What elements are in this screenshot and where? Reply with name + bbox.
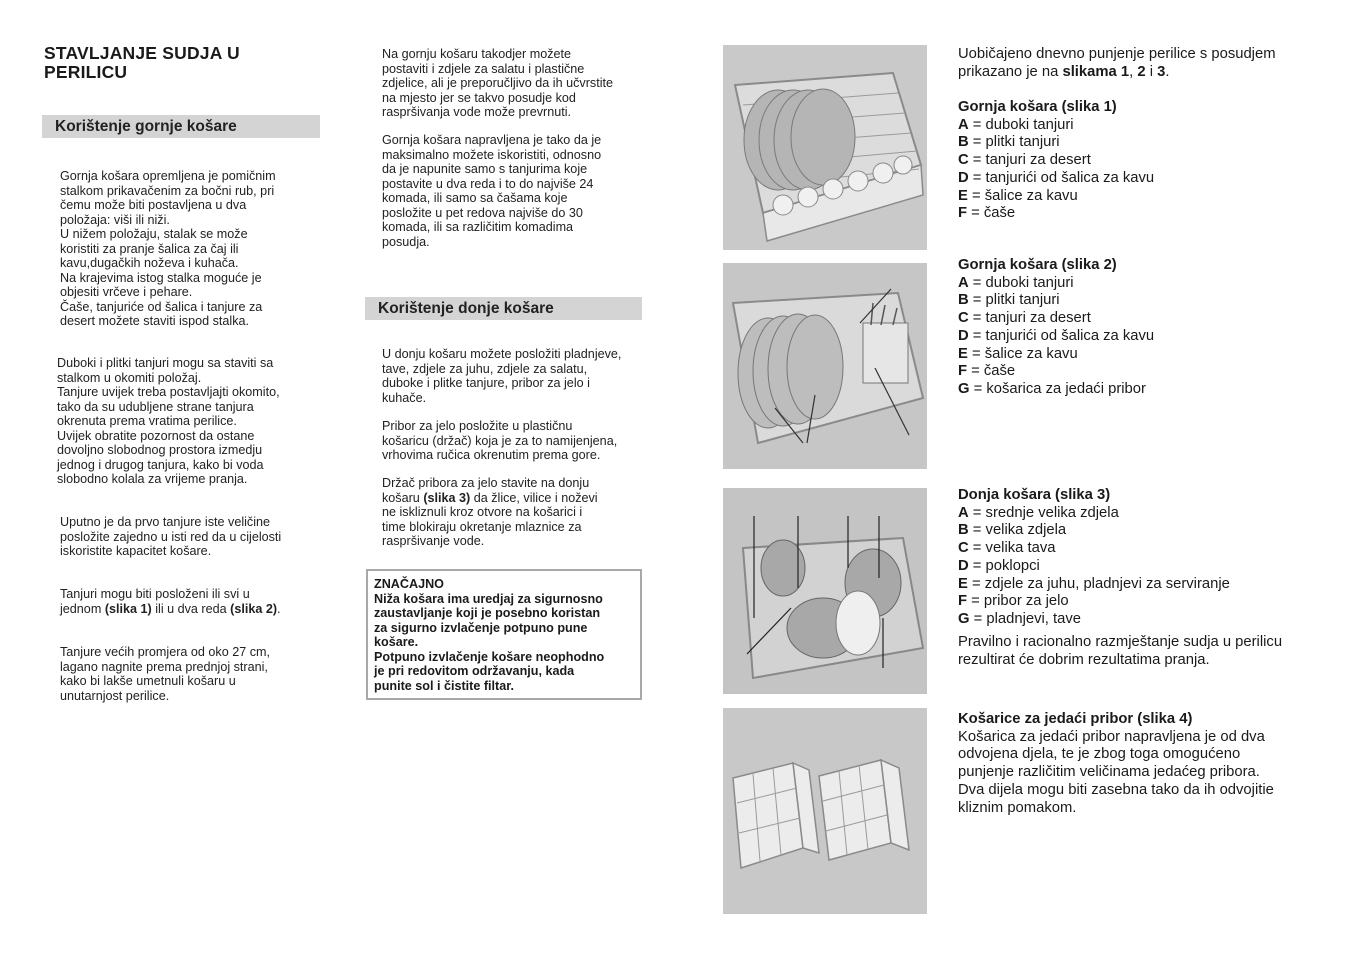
- legend-row: [958, 505, 1322, 523]
- legend-key: F: [958, 593, 968, 610]
- legend-value: = duboki tanjuri: [968, 116, 1074, 133]
- text-line: Na krajevima istog stalka moguće je: [60, 270, 262, 285]
- legend-heading: Donja košara (slika 3): [958, 487, 1111, 503]
- legend-value: = šalice za kavu: [967, 187, 1078, 204]
- legend-row: [958, 576, 1322, 594]
- legend-row: [958, 117, 1322, 135]
- text-line: Gornja košara napravljena je tako da je: [382, 133, 602, 147]
- legend-key: G: [958, 610, 970, 627]
- text-line: Potpuno izvlačenje košare neophodno: [374, 649, 605, 664]
- upper-basket-photo-icon: [723, 45, 927, 250]
- legend-key: D: [958, 169, 969, 186]
- text-line: dovoljno slobodnog prostora izmedju: [57, 443, 263, 457]
- text-fragment: košaru: [382, 490, 424, 505]
- text-fragment: .: [1165, 63, 1170, 80]
- legend-value: = čaše: [967, 363, 1016, 380]
- legend-value: = plitki tanjuri: [968, 292, 1060, 309]
- figure-reference: 3: [1157, 63, 1166, 80]
- text-line: stalkom u okomiti položaj.: [57, 370, 202, 385]
- legend-key: D: [958, 327, 969, 344]
- legend-row: [958, 328, 1322, 346]
- figure-reference: slikama 1: [1062, 63, 1130, 80]
- lower-basket-illustration: [723, 488, 927, 694]
- paragraph-lower-basket-items: [382, 347, 640, 405]
- text-fragment: prikazano je na: [958, 63, 1063, 80]
- section-band-upper-basket: Korištenje gornje košare: [42, 115, 320, 138]
- legend-value: = zdjele za juhu, pladnjevi za serviranje: [967, 575, 1230, 592]
- text-line: [60, 602, 318, 617]
- text-line: kako bi lakše umetnuli košaru u: [60, 674, 236, 688]
- text-line: unutarnjost perilice.: [60, 688, 170, 703]
- text-line: [382, 491, 640, 506]
- text-line: zaustavljanje koji je posebno koristan: [374, 606, 601, 620]
- legend-heading: Gornja košara (slika 2): [958, 257, 1117, 273]
- text-line: zdjelice, ali je preporučljivo da ih učvrstite: [382, 76, 613, 90]
- legend-key: F: [958, 363, 968, 380]
- important-notice-box: [366, 569, 642, 700]
- text-line: raspršivanje vode.: [382, 534, 485, 548]
- text-line: kliznim pomakom.: [958, 799, 1077, 816]
- text-line: Niža košara ima uredjaj za sigurnosno: [374, 591, 603, 606]
- text-fragment: .: [277, 601, 281, 616]
- text-line: Duboki i plitki tanjuri mogu sa staviti sa: [57, 356, 274, 370]
- text-line: okrenuta prema vratima perilice.: [57, 414, 237, 428]
- legend-value: = srednje velika zdjela: [968, 504, 1119, 521]
- legend-row: [958, 152, 1322, 170]
- text-line: vrhovima ručica okrenutim prema gore.: [382, 448, 601, 462]
- text-line: objesiti vrčeve i pehare.: [60, 285, 193, 299]
- page-title-line: PERILICU: [44, 62, 128, 82]
- legend-value: = pribor za jelo: [967, 593, 1069, 610]
- legend-row: [958, 611, 1322, 629]
- legend-value: = tanjurići od šalica za kavu: [968, 327, 1155, 344]
- legend-row: [958, 205, 1322, 223]
- paragraph-cutlery-holder: [382, 419, 640, 463]
- text-line: Dva dijela mogu biti zasebna tako da ih odvojitie: [958, 781, 1274, 798]
- text-line: ne iskliznuli kroz otvore na košarici i: [382, 505, 583, 519]
- text-line: [958, 64, 1322, 82]
- cutlery-baskets-illustration: [723, 708, 927, 914]
- legend-value: = tanjurići od šalica za kavu: [968, 169, 1155, 186]
- text-line: košaricu (držač) koja je za to namijenjena,: [382, 433, 618, 448]
- legend-heading: Gornja košara (slika 1): [958, 99, 1117, 115]
- text-line: iskoristite kapacitet košare.: [60, 544, 212, 558]
- legend-key: E: [958, 575, 968, 592]
- text-line: da je napunite samo s tanjurima koje: [382, 162, 588, 176]
- text-fragment: jednom: [60, 601, 105, 616]
- legend-key: C: [958, 310, 969, 327]
- text-line: maksimalno možete iskoristiti, odnosno: [382, 147, 602, 162]
- text-line: kavu,dugačkih noževa i kuhača.: [60, 256, 239, 270]
- text-line: Uputno je da prvo tanjure iste veličine: [60, 515, 271, 529]
- legend-row: [958, 363, 1322, 381]
- text-line: Pravilno i racionalno razmještanje sudja u perilicu: [958, 634, 1283, 650]
- legend-figure-2: [958, 257, 1322, 399]
- paragraph-large-plates: [60, 645, 318, 703]
- text-line: za sigurno izvlačenje potpuno pune: [374, 620, 588, 635]
- legend-row: [958, 275, 1322, 293]
- text-line: Uobičajeno dnevno punjenje perilice s posudjem: [958, 46, 1276, 62]
- lower-basket-photo-icon: [723, 488, 927, 694]
- text-line: U donju košaru možete posložiti pladnjeve,: [382, 347, 622, 361]
- text-line: punjenje različitim veličinama jedaćeg pribora.: [958, 764, 1260, 781]
- text-line: Pribor za jelo posložite u plastičnu: [382, 419, 573, 433]
- legend-row: [958, 170, 1322, 188]
- text-line: stalkom prikavačenim za bočni rub, pri: [60, 183, 275, 198]
- paragraph-salad-bowls: [382, 47, 640, 120]
- legend-value: = poklopci: [968, 557, 1040, 574]
- upper-basket-with-cutlery-photo-icon: [723, 263, 927, 469]
- legend-value: = velika tava: [968, 540, 1056, 557]
- text-line: slobodno kolala za vrijeme pranja.: [57, 472, 248, 486]
- legend-figure-1: [958, 99, 1322, 223]
- text-line: jednog i drugog tanjura, kako bi voda: [57, 457, 264, 472]
- legend-key: F: [958, 205, 968, 222]
- text-line: Tanjure uvijek treba postavljajti okomito,: [57, 385, 280, 399]
- text-line: raspršivanja vode može prevrnuti.: [382, 105, 571, 119]
- text-line: lagano nagnite prema prednjoj strani,: [60, 659, 268, 674]
- figure-reference: (slika 1): [104, 601, 152, 616]
- legend-key: G: [958, 380, 970, 397]
- legend-row: [958, 134, 1322, 152]
- text-line: košare.: [374, 635, 419, 649]
- page-title-line: STAVLJANJE SUDJA U: [44, 43, 240, 63]
- text-line: posložite u pet redova najviše do 30: [382, 205, 583, 220]
- text-line: je pri redovitom održavanju, kada: [374, 664, 575, 678]
- figure-reference: 2: [1137, 63, 1146, 80]
- legend-value: = košarica za jedaći pribor: [969, 380, 1146, 397]
- upper-basket-illustration: [723, 45, 927, 250]
- text-line: Na gornju košaru takodjer možete: [382, 47, 572, 61]
- legend-figure-4: [958, 711, 1322, 817]
- text-line: Košarica za jedaći pribor napravljena je od dva: [958, 728, 1265, 745]
- legend-key: A: [958, 504, 969, 521]
- text-line: time blokiraju okretanje mlaznice za: [382, 519, 582, 534]
- text-line: komada, ili samo sa čašama koje: [382, 191, 568, 205]
- text-line: duboke i plitke tanjure, pribor za jelo i: [382, 376, 590, 390]
- legend-value: = velika zdjela: [968, 522, 1067, 539]
- text-line: koristiti za pranje šalica za čaj ili: [60, 241, 239, 256]
- text-line: tako da su udubljene strane tanjura: [57, 399, 254, 414]
- legend-key: E: [958, 345, 968, 362]
- legend-value: = duboki tanjuri: [968, 274, 1074, 291]
- text-fragment: i: [1145, 63, 1158, 80]
- paragraph-plates-vertical: [57, 356, 318, 487]
- figure-reference: (slika 2): [230, 601, 278, 616]
- text-line: desert možete staviti ispod stalka.: [60, 314, 249, 328]
- text-line: punite sol i čistite filtar.: [374, 678, 514, 693]
- text-line: na mjesto jer se takvo posudje kod: [382, 90, 576, 105]
- cutlery-baskets-photo-icon: [723, 708, 927, 914]
- legend-value: = pladnjevi, tave: [969, 610, 1081, 627]
- text-line: čemu može biti postavljena u dva: [60, 198, 247, 212]
- text-line: položaja: viši ili niži.: [60, 212, 170, 227]
- legend-value: = tanjuri za desert: [968, 152, 1091, 169]
- legend-key: A: [958, 116, 969, 133]
- legend-heading: Košarice za jedaći pribor (slika 4): [958, 711, 1193, 727]
- legend-key: E: [958, 187, 968, 204]
- legend-row: [958, 558, 1322, 576]
- legend-value: = čaše: [967, 205, 1016, 222]
- text-line: kuhače.: [382, 390, 427, 405]
- legend-row: [958, 381, 1322, 399]
- legend-key: C: [958, 152, 969, 169]
- legend-key: B: [958, 292, 969, 309]
- notice-title: ZNAČAJNO: [374, 577, 444, 591]
- legend-key: D: [958, 557, 969, 574]
- paragraph-capacity: [382, 133, 640, 249]
- text-line: Tanjuri mogu biti posloženi ili svi u: [60, 587, 250, 601]
- text-line: posložite zajedno u isti red da u cijelosti: [60, 529, 282, 544]
- legend-value: = plitki tanjuri: [968, 134, 1060, 151]
- text-line: Gornja košara opremljena je pomičnim: [60, 169, 276, 183]
- text-line: postavite u dva reda i to do najviše 24: [382, 176, 594, 191]
- paragraph-plate-rows: [60, 587, 318, 616]
- legend-key: A: [958, 274, 969, 291]
- text-line: Tanjure većih promjera od oko 27 cm,: [60, 645, 270, 659]
- legend-value: = šalice za kavu: [967, 345, 1078, 362]
- legend-value: = tanjuri za desert: [968, 310, 1091, 327]
- text-line: komada, ili sa različitim komadima: [382, 220, 574, 234]
- intro-paragraph: [958, 46, 1322, 81]
- text-line: tave, zdjele za juhu, zdjele za salatu,: [382, 361, 588, 376]
- text-fragment: ili u dva reda: [151, 601, 231, 616]
- upper-basket-cutlery-illustration: [723, 263, 927, 469]
- paragraph-same-size-plates: [60, 515, 318, 559]
- text-line: rezultirat će dobrim rezultatima pranja.: [958, 651, 1210, 668]
- text-line: Držač pribora za jelo stavite na donju: [382, 476, 590, 490]
- paragraph-holder-placement: [382, 476, 640, 549]
- legend-key: B: [958, 522, 969, 539]
- legend-row: [958, 346, 1322, 364]
- legend-key: B: [958, 134, 969, 151]
- page-title: [44, 44, 304, 82]
- text-line: postaviti i zdjele za salatu i plastične: [382, 61, 585, 76]
- section-band-lower-basket: Korištenje donje košare: [365, 297, 642, 320]
- text-line: posudja.: [382, 234, 430, 249]
- text-fragment: da žlice, vilice i noževi: [470, 490, 598, 505]
- legend-figure-3: [958, 487, 1322, 629]
- legend-row: [958, 540, 1322, 558]
- text-fragment: ,: [1129, 63, 1138, 80]
- text-line: Uvijek obratite pozornost da ostane: [57, 428, 255, 443]
- arrangement-note: [958, 634, 1322, 669]
- legend-key: C: [958, 540, 969, 557]
- legend-row: [958, 188, 1322, 206]
- paragraph-upper-basket-rack: [60, 169, 318, 329]
- legend-row: [958, 593, 1322, 611]
- figure-reference: (slika 3): [423, 490, 471, 505]
- legend-row: [958, 292, 1322, 310]
- text-line: U nižem položaju, stalak se može: [60, 227, 248, 241]
- legend-row: [958, 522, 1322, 540]
- text-line: Čaše, tanjuriće od šalica i tanjure za: [60, 299, 263, 314]
- legend-row: [958, 310, 1322, 328]
- text-line: odvojena djela, te je zbog toga omogućeno: [958, 746, 1241, 763]
